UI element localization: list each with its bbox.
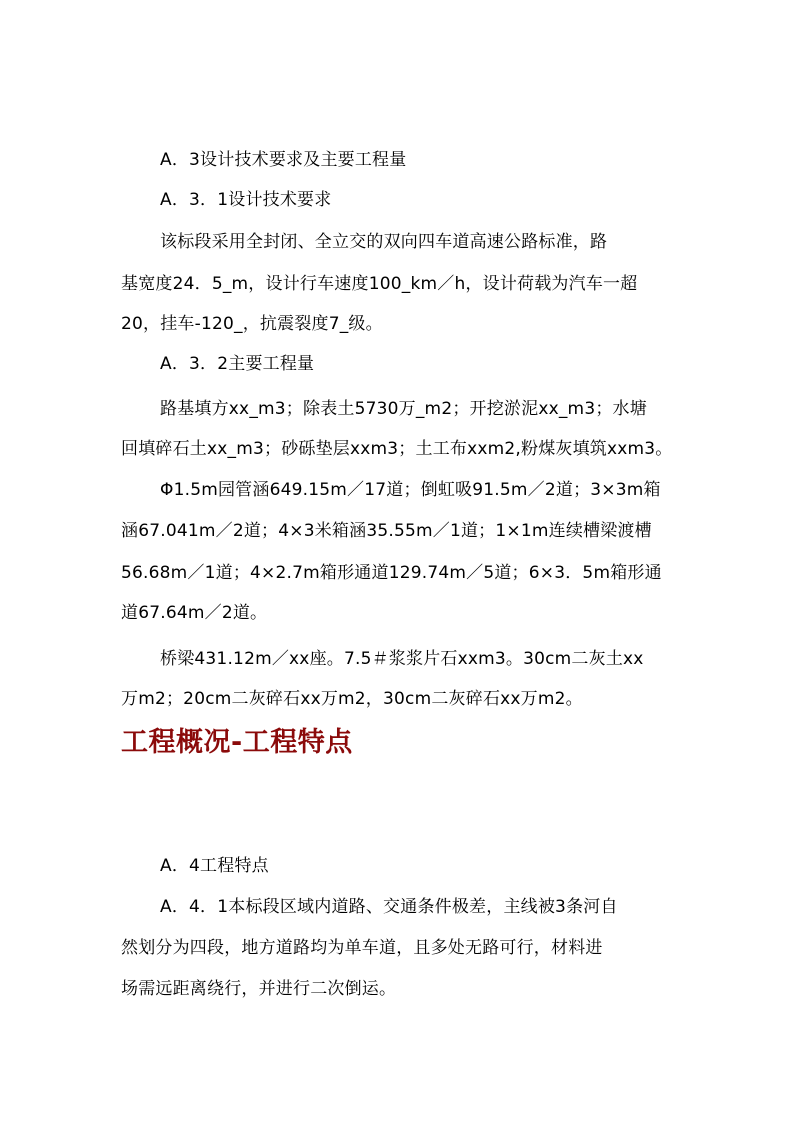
project-features-line-2: 然划分为四段，地方道路均为单车道，且多处无路可行，材料进 — [121, 938, 603, 958]
project-features-line-3: 场需远距离绕行，并进行二次倒运。 — [121, 979, 397, 999]
section-heading: 工程概况-工程特点 — [121, 727, 353, 758]
culvert-quantities-line-4: 道67.64m／2道。 — [121, 603, 268, 623]
design-requirements-line-2: 基宽度24．5_m，设计行车速度100_km／h，设计荷载为汽车一超 — [121, 274, 638, 294]
culvert-quantities-line-3: 56.68m／1道；4×2.7m箱形通道129.74m／5道；6×3．5m箱形通 — [121, 563, 662, 583]
design-requirements-line-3: 20，挂车-120_，抗震裂度7_级。 — [121, 314, 383, 334]
bridge-quantities-line-1: 桥梁431.12m／xx座。7.5＃浆浆片石xxm3。30cm二灰土xx — [160, 649, 644, 669]
culvert-quantities-line-1: Φ1.5m园管涵649.15m／17道；倒虹吸91.5m／2道；3×3m箱 — [160, 480, 661, 500]
design-requirements-line-1: 该标段采用全封闭、全立交的双向四车道高速公路标准，路 — [160, 232, 608, 252]
section-a3-title: A．3设计技术要求及主要工程量 — [160, 150, 407, 170]
project-features-line-1: A．4．1本标段区域内道路、交通条件极差，主线被3条河自 — [160, 897, 618, 917]
culvert-quantities-line-2: 涵67.041m／2道；4×3米箱涵35.55m／1道；1×1m连续槽梁渡槽 — [121, 521, 652, 541]
bridge-quantities-line-2: 万m2；20cm二灰碎石xx万m2，30cm二灰碎石xx万m2。 — [121, 689, 583, 709]
section-a3-2-title: A．3．2主要工程量 — [160, 354, 315, 374]
section-a3-1-title: A．3．1设计技术要求 — [160, 190, 332, 210]
roadbed-quantities-line-2: 回填碎石土xx_m3；砂砾垫层xxm3；土工布xxm2,粉煤灰填筑xxm3。 — [121, 439, 673, 459]
roadbed-quantities-line-1: 路基填方xx_m3；除表土5730万_m2；开挖淤泥xx_m3；水塘 — [160, 399, 647, 419]
section-a4-title: A．4工程特点 — [160, 856, 269, 876]
